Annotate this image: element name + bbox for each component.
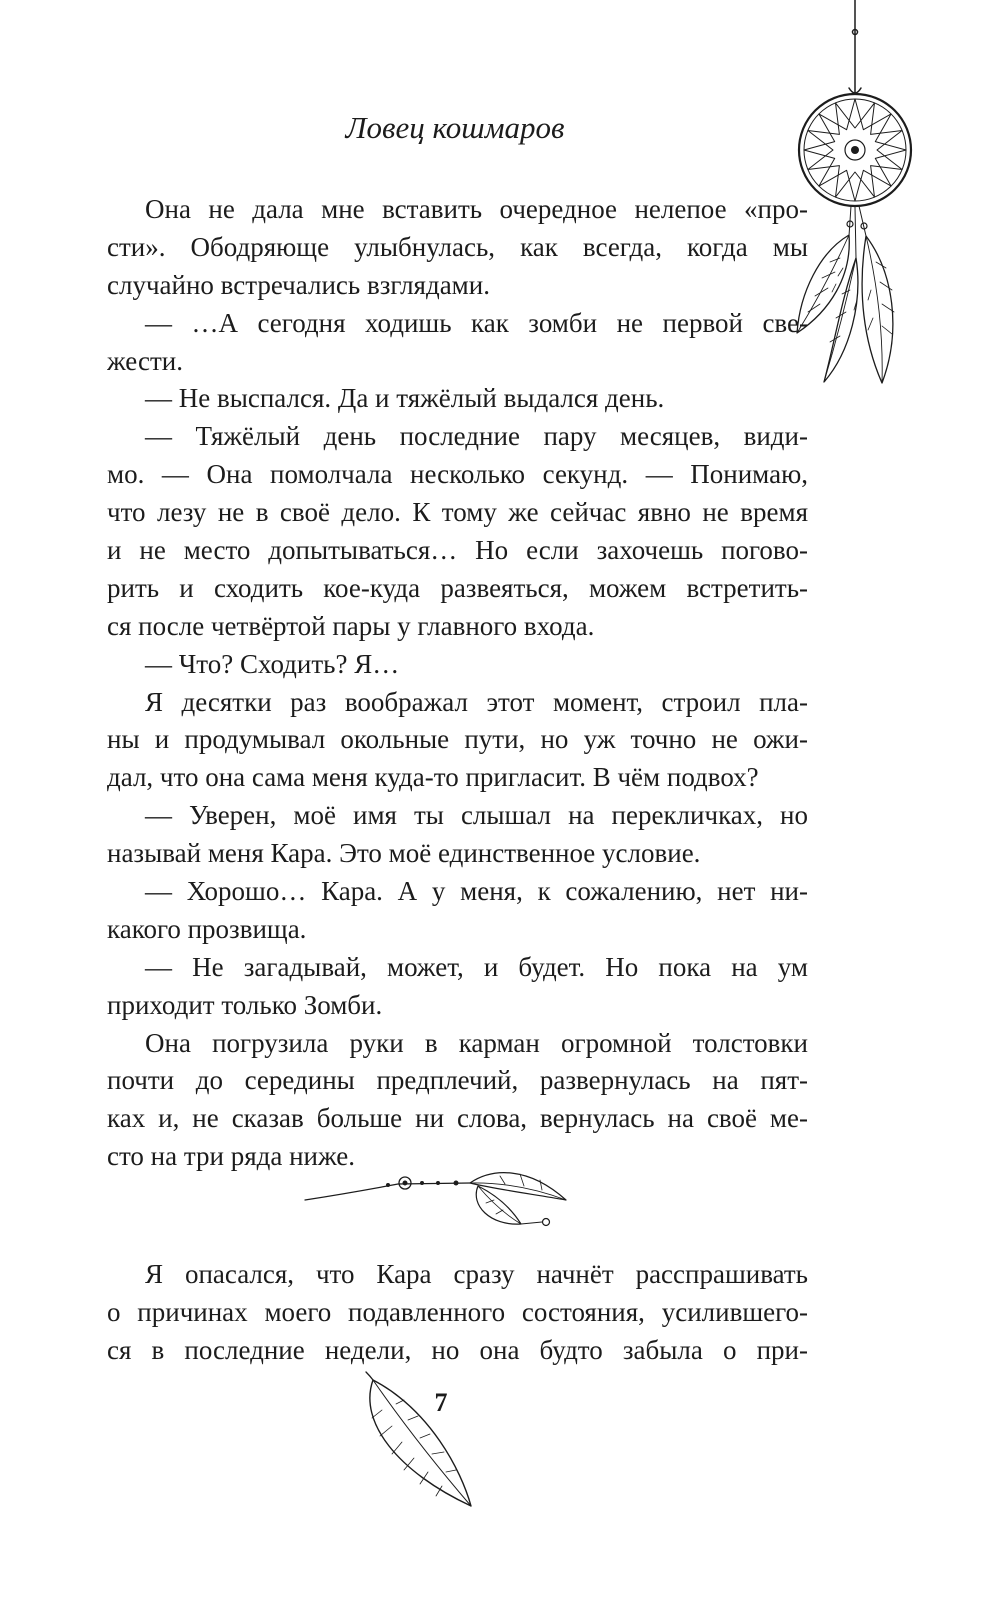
paragraph — [107, 646, 808, 684]
running-header: Ловец кошмаров — [345, 110, 565, 145]
text-section-main — [107, 191, 808, 1176]
paragraph — [107, 873, 808, 949]
text-line: и не место допытываться… Но если захочешь погово- — [107, 535, 808, 566]
text-line: Я опасался, что Кара сразу начнёт расспрашивать — [145, 1259, 808, 1289]
paragraph — [107, 949, 808, 1025]
text-line: о причинах моего подавленного состояния, усилившего- — [107, 1296, 808, 1327]
text-line: — Уверен, моё имя ты слышал на перекличках, но — [145, 800, 808, 831]
paragraph — [107, 191, 808, 305]
text-line: что лезу не в своё дело. К тому же сейчас явно не время — [107, 497, 808, 528]
paragraph — [107, 1256, 808, 1370]
paragraph — [107, 418, 808, 645]
text-line: — Не загадывай, может, и будет. Но пока на ум — [145, 951, 808, 982]
dreamcatcher-illustration — [797, 0, 911, 383]
text-line: ны и продумывал окольные пути, но уж точно не ожи- — [107, 724, 808, 755]
text-line: жести. — [107, 345, 183, 376]
text-line: — …А сегодня ходишь как зомби не первой све- — [145, 307, 808, 338]
section-divider-ornament — [305, 1173, 566, 1226]
text-line: называй меня Кара. Это моё единственное условие. — [107, 838, 701, 869]
text-line: ся после четвёртой пары у главного входа. — [107, 610, 595, 641]
paragraph — [107, 305, 808, 381]
text-line: — Тяжёлый день последние пару месяцев, види- — [145, 421, 808, 452]
text-line: мо. — Она помолчала несколько секунд. — Понимаю, — [107, 459, 808, 490]
page-number: 7 — [434, 1388, 448, 1417]
text-line: — Хорошо… Кара. А у меня, к сожалению, нет ни- — [145, 876, 808, 907]
text-line: — Не выспался. Да и тяжёлый выдался день. — [145, 383, 665, 414]
text-line: почти до середины предплечий, развернулась на пят- — [107, 1065, 808, 1096]
text-line: Я десятки раз воображал этот момент, строил пла- — [145, 686, 808, 717]
text-line: случайно встречались взглядами. — [107, 269, 490, 300]
text-line: ках и, не сказав больше ни слова, вернулась на своё ме- — [107, 1103, 808, 1134]
paragraph — [107, 797, 808, 873]
text-line: Она погрузила руки в карман огромной толстовки — [145, 1027, 808, 1058]
paragraph — [107, 684, 808, 798]
text-line: Она не дала мне вставить очередное нелепое «про- — [145, 194, 808, 224]
paragraph — [107, 380, 808, 418]
paragraph — [107, 1025, 808, 1177]
text-section-after-divider — [107, 1256, 808, 1370]
text-line: дал, что она сама меня куда-то пригласит. В чём подвох? — [107, 762, 759, 793]
text-line: приходит только Зомби. — [107, 989, 383, 1020]
text-line: какого прозвища. — [107, 913, 307, 944]
text-line: рить и сходить кое-куда развеяться, можем встретить- — [107, 572, 808, 603]
text-line: — Что? Сходить? Я… — [145, 648, 400, 679]
text-line: сто на три ряда ниже. — [107, 1141, 356, 1172]
text-line: ся в последние недели, но она будто забыла о при- — [107, 1334, 808, 1365]
text-line: сти». Ободряюще улыбнулась, как всегда, когда мы — [107, 231, 808, 262]
